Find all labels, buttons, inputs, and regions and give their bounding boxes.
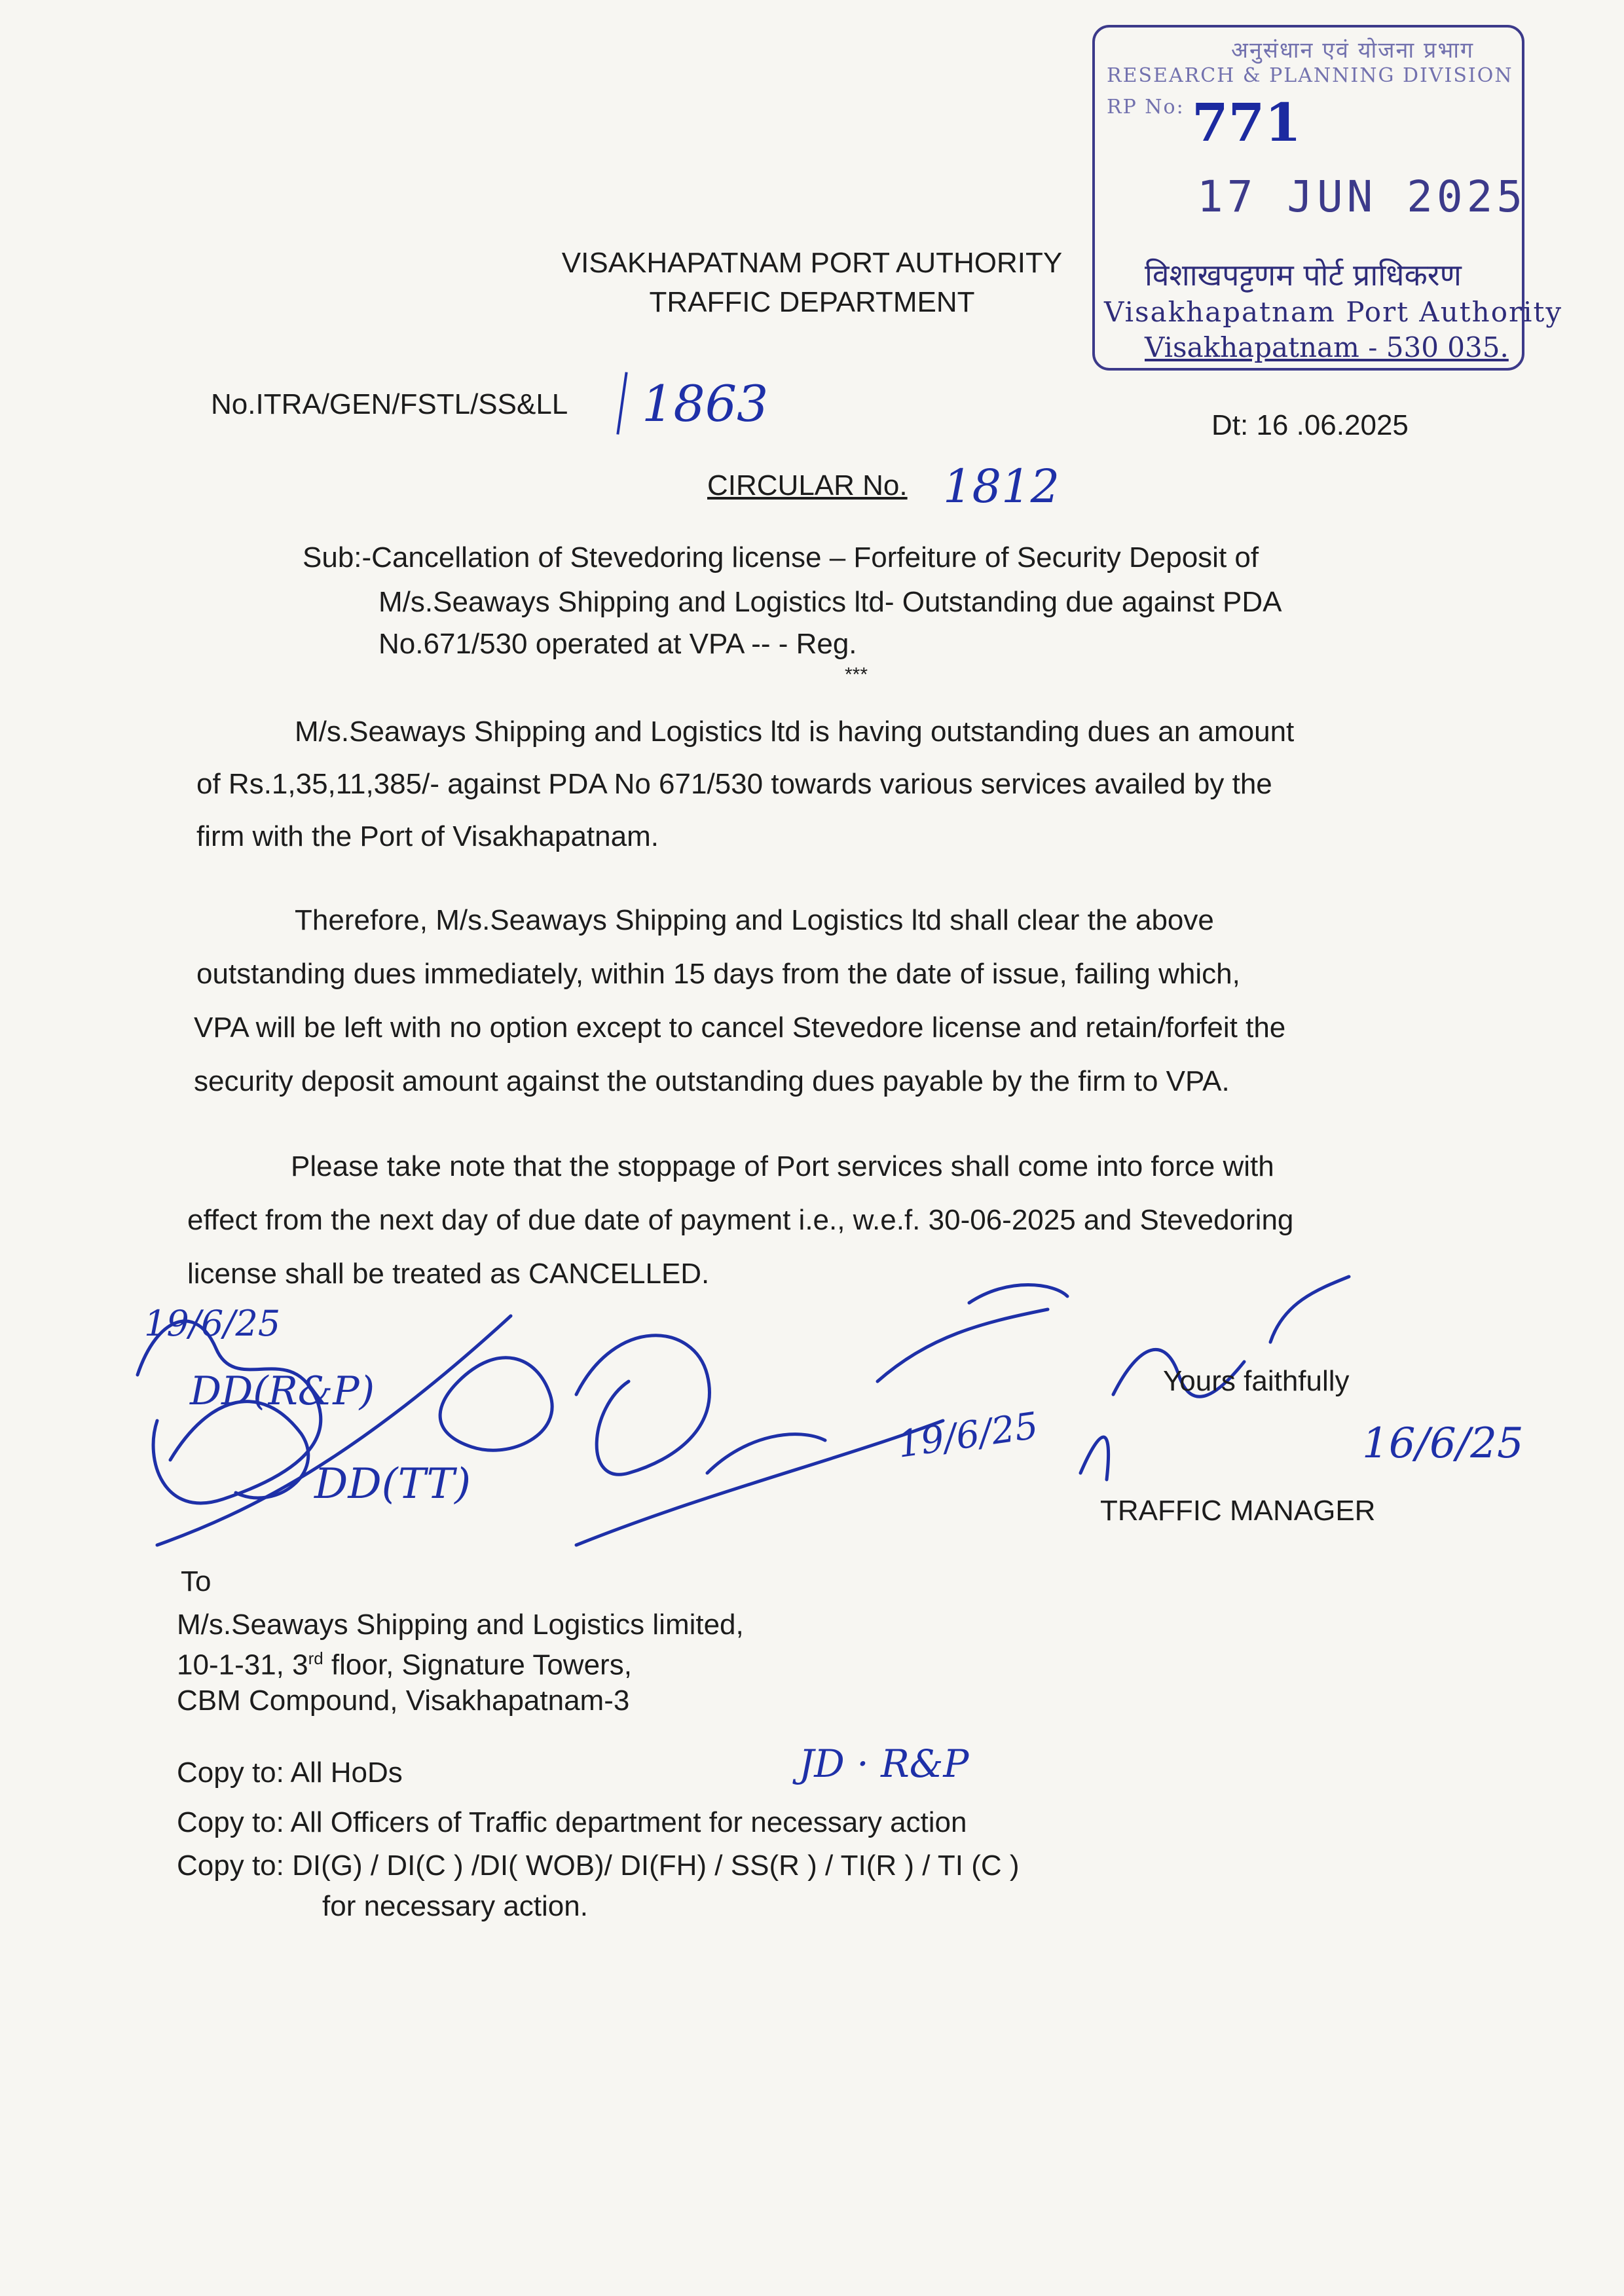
ref-slash-mark [616,372,627,435]
ref-number-handwritten: 1863 [642,374,769,433]
para3-line-2: effect from the next day of due date of payment i.e., w.e.f. 30-06-2025 and Stevedoring [187,1204,1294,1236]
stamp-org-hindi: विशाखपट्टणम पोर्ट प्राधिकरण [1145,257,1462,293]
annotation-sign-date-b: 19/6/25 [895,1404,1041,1467]
addressee-line-3: CBM Compound, Visakhapatnam-3 [177,1685,630,1717]
stamp-rp-number: 771 [1192,92,1301,153]
stamp-org-address: Visakhapatnam - 530 035. [1145,331,1509,363]
annotation-initials-b: DD(TT) [314,1460,471,1508]
para2-line-4: security deposit amount against the outstanding dues payable by the firm to VPA. [194,1065,1230,1097]
addressee-line-2: 10-1-31, 3rd floor, Signature Towers, [177,1649,632,1681]
annotation-sign-date-a: 19/6/25 [144,1303,281,1344]
closing-designation: TRAFFIC MANAGER [1100,1495,1376,1527]
stamp-org-english: Visakhapatnam Port Authority [1104,296,1563,328]
copy-to-hods: Copy to: All HoDs [177,1757,403,1789]
signatures-area [118,1264,1362,1604]
closing-yours-faithfully: Yours faithfully [1163,1365,1350,1397]
para1-line-2: of Rs.1,35,11,385/- against PDA No 671/530 towards various services availed by the [196,768,1272,800]
stamp-date: 17 JUN 2025 [1197,172,1527,222]
copy-to-list: Copy to: DI(G) / DI(C ) /DI( WOB)/ DI(FH) / SS(R ) / TI(R ) / TI (C ) [177,1850,1020,1882]
copy-to-officers: Copy to: All Officers of Traffic department for necessary action [177,1806,967,1838]
ref-number: No.ITRA/GEN/FSTL/SS&LL [211,388,568,420]
para2-line-3: VPA will be left with no option except to cancel Stevedore license and retain/forfeit the [194,1011,1286,1044]
stamp-hindi-line: अनुसंधान एवं योजना प्रभाग [1231,37,1475,64]
annotation-initials-a: DD(R&P) [190,1368,375,1414]
ref-date: Dt: 16 .06.2025 [1211,409,1409,441]
header-dept: TRAFFIC DEPARTMENT [649,286,975,318]
circular-label: CIRCULAR No. [707,469,908,501]
subject-line-2: M/s.Seaways Shipping and Logistics ltd- Outstanding due against PDA [378,586,1282,618]
header-org: VISAKHAPATNAM PORT AUTHORITY [561,247,1063,279]
stamp-division: RESEARCH & PLANNING DIVISION [1107,64,1513,87]
copy-to-hods-note: JD · R&P [799,1741,969,1786]
para2-line-2: outstanding dues immediately, within 15 days from the date of issue, failing which, [196,958,1240,990]
addressee-line-1: M/s.Seaways Shipping and Logistics limited, [177,1609,744,1641]
copy-to-list-cont: for necessary action. [322,1890,588,1922]
para3-line-3: license shall be treated as CANCELLED. [187,1258,710,1290]
subject-separator: *** [845,664,868,685]
para1-line-3: firm with the Port of Visakhapatnam. [196,820,659,852]
addressee-to: To [181,1565,212,1597]
para2-line-1: Therefore, M/s.Seaways Shipping and Logistics ltd shall clear the above [295,904,1214,936]
para1-line-1: M/s.Seaways Shipping and Logistics ltd is having outstanding dues an amount [295,716,1295,748]
closing-signature-date: 16/6/25 [1362,1419,1524,1468]
subject-line-3: No.671/530 operated at VPA -- - Reg. [378,628,857,660]
subject-line-1: Sub:-Cancellation of Stevedoring license – Forfeiture of Security Deposit of [303,541,1259,574]
para3-line-1: Please take note that the stoppage of Port services shall come into force with [291,1150,1274,1182]
circular-number: 1812 [943,460,1060,513]
stamp-rp-label: RP No: [1107,96,1185,118]
